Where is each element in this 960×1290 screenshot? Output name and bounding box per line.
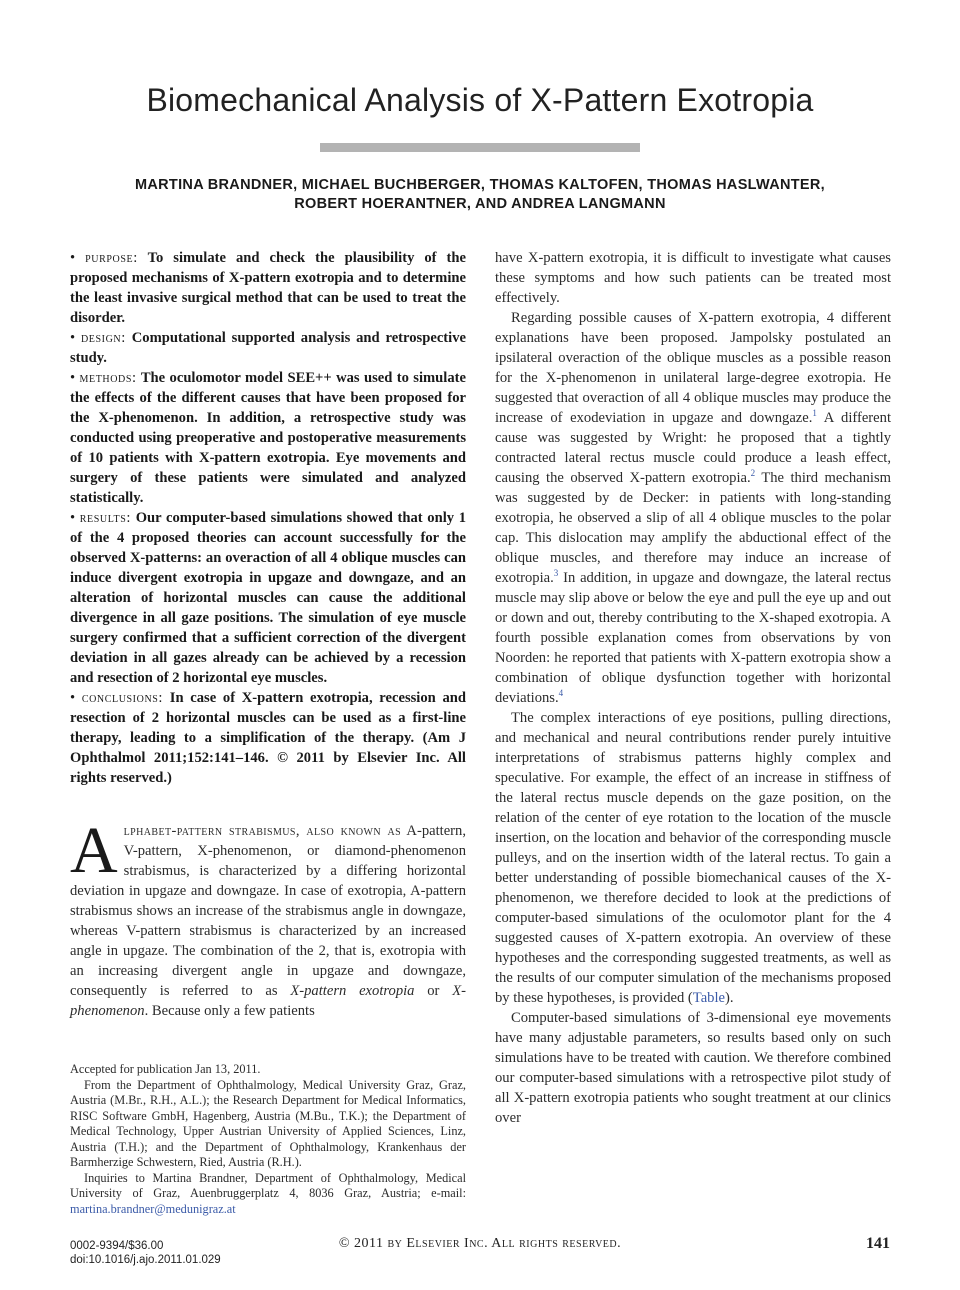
term-x-phenomenon: X-phenomenon	[70, 983, 466, 1019]
bullet: •	[70, 250, 76, 266]
author-line-2: ROBERT HOERANTNER, AND ANDREA LANGMANN	[294, 196, 666, 212]
article-title: Biomechanical Analysis of X-Pattern Exotropia	[146, 82, 814, 118]
intro-or: or	[414, 983, 453, 999]
doi: doi:10.1016/j.ajo.2011.01.029	[70, 1254, 221, 1266]
conclusions-label: conclusions:	[81, 690, 164, 706]
term-x-pattern: X-pattern exotropia	[290, 983, 415, 999]
bullet: •	[70, 510, 76, 526]
email-link[interactable]: martina.brandner@medunigraz.at	[70, 1201, 236, 1216]
reference-4[interactable]: 4	[558, 688, 564, 699]
text-segment: In addition, in upgaze and downgaze, the lateral rectus muscle may slip above or below the eye and pull the eye up and out or down and out, thereby contributing to the X-shaped exotropia. A fourth possible explanation comes from observations by von Noorden: he reported that patients with X-pattern exotropia show a combination of oblique dysfunction together with horizontal deviations.	[495, 570, 891, 706]
text-segment: The complex interactions of eye positions, pulling directions, and mechanical and neural contributions render purely intuitive interpretations of strabismus patterns highly complex and speculative. For example, the effect of an increase in stiffness of the lateral rectus muscle depends on the gaze position, on the relation of the center of eye rotation to the location of the muscle insertion, on the location and behavior of the corresponding muscle pulleys, and on the insertion width of the lateral rectus. To gain a better understanding of possible biomechanical causes of the X-phenomenon, we therefore decided to look at the predictions of computer-based simulations of the oculomotor plant for the 4 suggested causes of X-pattern exotropia. An overview of these hypotheses and the corresponding suggested treatments, as well as the results of our computer simulation of the mechanisms proposed by these hypotheses, is provided (	[495, 710, 891, 1006]
intro-paragraph	[70, 814, 466, 1021]
methods-label: methods:	[79, 370, 137, 386]
purpose-text: To simulate and check the plausibility of the proposed mechanisms of X-pattern exotropia and to determine the least invasive surgical method that can be used to treat the disorder.	[70, 250, 466, 326]
reference-3[interactable]: 3	[553, 568, 559, 579]
author-list	[60, 176, 900, 214]
abstract-methods	[70, 368, 466, 508]
right-column	[495, 248, 891, 1128]
page-number: 141	[866, 1235, 890, 1252]
intro-text-1: A-pattern, V-pattern, X-phenomenon, or diamond-phenomenon strabismus, is characterized by a differing horizontal deviation in upgaze and downgaze. In case of exotropia, A-pattern strabismus shows an increase of the strabismus angle in downgaze, whereas V-pattern strabismus is characterized by an increased angle in upgaze. The combination of the 2, that is, exotropia with an increasing divergent angle in upgaze and downgaze, consequently is referred to as	[70, 823, 466, 999]
results-text: Our computer-based simulations showed that only 1 of the 4 proposed theories can account successfully for the observed X-patterns: an overaction of all 4 oblique muscles can induce divergent exotropia in upgaze and downgaze, and an alteration of horizontal muscles can cause the additional divergence in all gaze positions. The simulation of eye muscle surgery confirmed that a sufficient correction of the divergent deviation in all gazes already can be achieved by a recession and resection of 2 horizontal eye muscles.	[70, 510, 467, 686]
body-paragraph-3	[495, 708, 891, 1008]
abstract-results	[70, 508, 466, 688]
body-paragraph-2	[495, 308, 891, 708]
conclusions-text: In case of X-pattern exotropia, recession and resection of 2 horizontal muscles can be used as a first-line therapy, leading to a simplification of the therapy. (Am J Ophthalmol 2011;152:141–146. © 2011 by Elsevier Inc. All rights reserved.)	[70, 690, 466, 786]
accepted-date: Accepted for publication Jan 13, 2011.	[70, 1062, 261, 1076]
intro-lead: lphabet-pattern strabismus, also known as	[123, 823, 402, 839]
purpose-label: purpose:	[85, 250, 138, 266]
intro-text-2: . Because only a few patients	[144, 1003, 315, 1019]
text-segment: ).	[725, 990, 734, 1006]
reference-2[interactable]: 2	[750, 468, 756, 479]
title-divider	[320, 143, 640, 152]
left-column	[70, 248, 466, 1021]
abstract-design	[70, 328, 466, 368]
drop-cap: A	[70, 814, 118, 887]
bullet: •	[70, 690, 76, 706]
abstract-conclusions	[70, 688, 466, 788]
methods-text: The oculomotor model SEE++ was used to simulate the effects of the different causes that have been proposed for the X-phenomenon. In addition, a retrospective study was conducted using preoperative and postoperative measurements of 10 patients with X-pattern exotropia. Eye movements and surgery of these patients were simulated and analyzed statistically.	[70, 370, 466, 506]
design-label: design:	[80, 330, 126, 346]
body-paragraph-4: Computer-based simulations of 3-dimensional eye movements have many adjustable parameters, so results based only on such simulations have to be treated with caution. We therefore combined our computer-based simulations with a retrospective pilot study of all X-pattern exotropia patients who sought treatment at our clinics over	[495, 1010, 891, 1126]
correspondence	[70, 1171, 466, 1218]
inquiries-text: Inquiries to Martina Brandner, Department of Ophthalmology, Medical University of Graz, Auenbruggerplatz 4, 8036 Graz, Austria; e-mail:	[70, 1170, 466, 1200]
results-label: results:	[79, 510, 132, 526]
text-segment: The third mechanism was suggested by de Decker: in patients with long-standing exotropia, he observed a slip of all 4 oblique muscles to the polar cap. This dislocation may amplify the abductional effect of the oblique muscles, and therefore may induce an increase of exotropia.	[495, 470, 891, 586]
affiliations: From the Department of Ophthalmology, Medical University Graz, Graz, Austria (M.Br., R.H., A.L.); the Research Department for Medical Informatics, RISC Software GmbH, Hagenberg, Austria (M.Bu., T.K.); the Department of Medical Technology, Upper Austrian University of Applied Sciences, Linz, Austria (T.H.); and the Department of Ophthalmology, Krankenhaus der Barmherzige Schwestern, Ried, Austria (R.H.).	[70, 1077, 466, 1169]
footnote	[70, 1062, 466, 1217]
abstract	[70, 248, 466, 788]
bullet: •	[70, 370, 76, 386]
abstract-purpose	[70, 248, 466, 328]
reference-1[interactable]: 1	[812, 408, 817, 419]
author-line-1: MARTINA BRANDNER, MICHAEL BUCHBERGER, THOMAS KALTOFEN, THOMAS HASLWANTER,	[135, 177, 825, 193]
body-paragraph-1: have X-pattern exotropia, it is difficult to investigate what causes these symptoms and how such patients can be treated most effectively.	[495, 250, 891, 306]
table-link[interactable]: Table	[692, 990, 725, 1006]
text-segment: A different cause was suggested by Wright: he proposed that a tightly contracted lateral rectus muscle could produce a leash effect, causing the observed X-pattern exotropia.	[495, 410, 891, 486]
issn: 0002-9394/$36.00	[70, 1240, 164, 1252]
bullet: •	[70, 330, 76, 346]
design-text: Computational supported analysis and retrospective study.	[70, 330, 466, 366]
text-segment: Regarding possible causes of X-pattern exotropia, 4 different explanations have been proposed. Jampolsky postulated an ipsilateral overaction of the oblique muscles as a possible reason for the X-phenomenon in unilateral large-degree exotropia. He suggested that overaction of all 4 oblique muscles may produce the increase of exodeviation in upgaze and downgaze.	[495, 310, 891, 426]
footer-identifiers	[70, 1239, 221, 1267]
footer-copyright: © 2011 by Elsevier Inc. All rights reserved.	[338, 1236, 622, 1251]
